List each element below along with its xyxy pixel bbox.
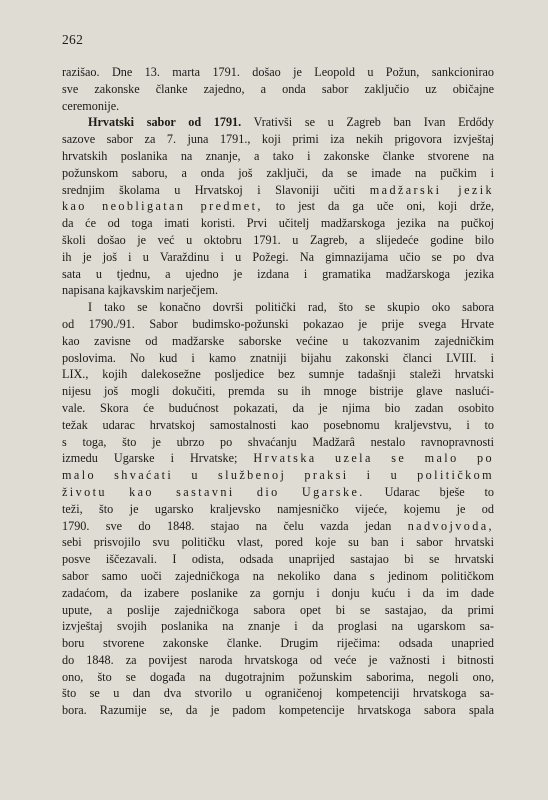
page-number: 262 (62, 32, 84, 47)
text-run: srednjim školama u Hrvatskoj i Slavoniji učiti (62, 182, 370, 197)
text-run: od 1790./91. Sabor budimsko-požunski pokazao je prije svega Hrvate (62, 316, 494, 331)
text-line (62, 383, 494, 400)
text-run: izvještaj svojih poslanika na znanje i da proglasi na ugarskom sa- (62, 619, 494, 634)
text-run: zadaćom, da izabere poslanike za gornju i donju kuću i da im dade (62, 585, 494, 600)
text-run: što se u dan dva stvorilo u ograničenoj kompetenciji hrvatskoga sa- (62, 686, 494, 701)
text-run: hrvatskih poslanika na znanje, a tako i zakonske članke stvorene na (62, 148, 494, 163)
text-run: sabor samo uoči zajedničkoga na nekoliko dana s jedinom političkom (62, 568, 494, 583)
text-run: upute, a poslije zajedničkoga sabora opet bi se sastajao, da primi (62, 602, 494, 617)
text-run: 1790. sve do 1848. stajao na čelu vazda jedan (62, 518, 408, 533)
section-heading: Hrvatski sabor od 1791. (88, 115, 242, 130)
text-run: razišao. Dne 13. marta 1791. došao je Leopold u Požun, sankcionirao (62, 65, 494, 79)
text-run: bora. Razumije se, da je padom kompetencije hrvatskoga sabora spala (62, 703, 494, 718)
text-run: sebi prisvojilo svu političku vlast, pored koje su ban i sabor hrvatski (62, 535, 494, 550)
text-line (62, 114, 494, 131)
text-line (62, 131, 494, 148)
text-line (62, 618, 494, 635)
text-run: ih je još i u Varaždinu i u Požegi. Na gimnazijama učio se po dva (62, 249, 494, 264)
text-line (62, 635, 494, 652)
text-run: boru stvorene zakonske članke. Drugim riječima: odsada unapried (62, 636, 494, 651)
emphasized-text: malo shvaćati u službenoj praksi i u političkom (62, 468, 494, 483)
text-line (62, 585, 494, 602)
text-line (62, 98, 494, 115)
emphasized-text: kao neobligatan predmet, (62, 199, 263, 214)
text-line (62, 518, 494, 535)
text-line (62, 685, 494, 702)
emphasized-text: životu kao sastavni dio Ugarske. (62, 484, 365, 499)
emphasized-text: madžarski jezik (369, 182, 494, 197)
text-run: školi došao je već u oktobru 1791. u Zagreb, a slijedeće godine bilo (62, 232, 494, 247)
text-line (62, 64, 494, 81)
text-line (62, 182, 494, 199)
text-run: požunskom saboru, a onda još zaključi, da se imade na pučkim i (62, 165, 494, 180)
text-run: težak udarac hrvatskoj samostalnosti kao posebnomu kraljevstvu, i to (62, 417, 494, 432)
text-line (62, 232, 494, 249)
text-line (62, 417, 494, 434)
text-line (62, 534, 494, 551)
text-line (62, 148, 494, 165)
text-line (62, 484, 494, 501)
text-run: sata u tjednu, a ujedno je izdana i gramatika madžarskoga jezika (62, 266, 494, 281)
text-line (62, 702, 494, 719)
text-run: da će od toga imati koristi. Prvi učitelj madžarskoga jezika na pučkoj (62, 216, 494, 231)
text-run: posve iščezavali. I odista, odsada unapriјed sastajao bi se hrvatski (62, 552, 494, 567)
emphasized-text: nadvojvoda, (407, 518, 494, 533)
text-line (62, 215, 494, 232)
text-run: s toga, što je ubrzo po shvaćanju Madžarâ nestalo ravnopravnosti (62, 434, 494, 449)
text-line (62, 450, 494, 467)
text-line (62, 467, 494, 484)
text-line (62, 501, 494, 518)
text-line (62, 282, 494, 299)
text-line (62, 266, 494, 283)
text-run: ceremonije. (62, 98, 120, 113)
text-run: sve zakonske članke zajedno, a onda sabor zaključio uz običajne (62, 81, 494, 96)
text-run: napisana kajkavskim narječjem. (62, 283, 219, 298)
text-line (62, 165, 494, 182)
text-line (62, 434, 494, 451)
text-line (62, 198, 494, 215)
text-line (62, 249, 494, 266)
text-run: ono, što se događa na dugotrajnim požunskim saborima, negoli ono, (62, 669, 494, 684)
text-line (62, 366, 494, 383)
text-run: to jest da ga uče oni, koji drže, (262, 199, 494, 214)
text-run: vale. Skora će budućnost pokazati, da je njima bio zadan osobito (62, 400, 494, 415)
text-line (62, 400, 494, 417)
text-run: nijesu još mogli dokučiti, premda su ih mnoge bistrije glave naslući- (62, 384, 494, 399)
text-run: poslovima. No kud i kamo znatniji bijahu zakonski članci LVIII. i (62, 350, 494, 365)
text-line (62, 568, 494, 585)
body-text (62, 64, 494, 719)
text-line (62, 551, 494, 568)
text-run: Vrativši se u Zagreb ban Ivan Erdődy (241, 115, 494, 130)
text-run: I tako se konačno dovrši politički rad, što se skupio oko sabora (88, 300, 494, 315)
text-line (62, 316, 494, 333)
text-line (62, 299, 494, 316)
text-line (62, 333, 494, 350)
text-line (62, 350, 494, 367)
text-run: izmedu Ugarske i Hrvatske; (62, 451, 254, 466)
text-line (62, 669, 494, 686)
text-run: teži, što je ugarsko kraljevsko namjesničko vijeće, kojemu je od (62, 501, 494, 516)
text-line (62, 81, 494, 98)
text-run: kao zavisne od madžarske saborske većine u takozvanim zajedničkim (62, 333, 494, 348)
text-line (62, 652, 494, 669)
text-run: do 1848. za povijest naroda hrvatskoga od veće je važnosti i bitnosti (62, 652, 494, 667)
text-run: LIX., kojih dalekosežne posljedice bez sumnje tadašnji staleži hrvatski (62, 367, 494, 382)
text-line (62, 602, 494, 619)
text-run: Udarac bješe to (364, 484, 494, 499)
text-run: sazove sabor za 7. juna 1791., koji primi iza nekih prigovora izvještaj (62, 132, 494, 147)
emphasized-text: Hrvatska uzela se malo po (253, 451, 494, 466)
